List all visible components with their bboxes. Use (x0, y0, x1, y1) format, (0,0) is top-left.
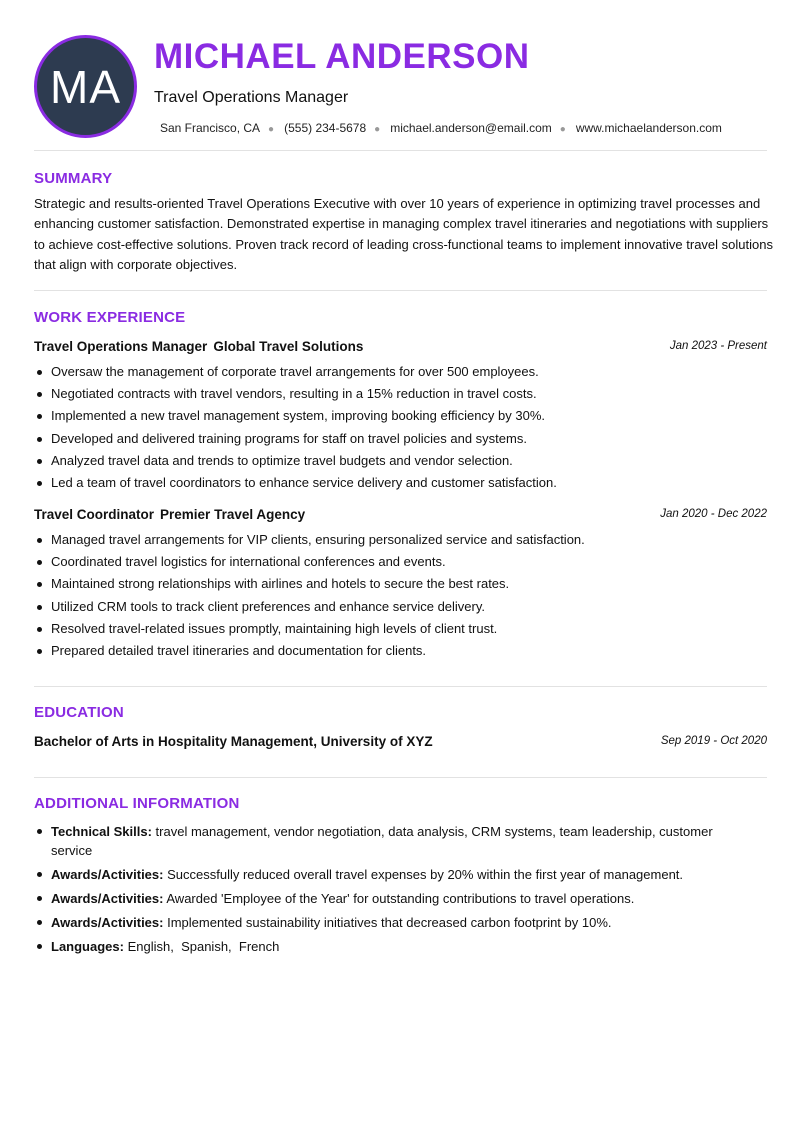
list-item (34, 822, 754, 860)
summary-text: Strategic and results-oriented Travel Operations Executive with over 10 years of experience in optimizing travel processes and enhancing customer satisfaction. Demonstrated expertise in managing complex travel itineraries and negotiations with suppliers to achieve cost-effective solutions. Proven track record of leading cross-functional teams to implement innovative travel solutions that align with corporate objectives. (34, 196, 773, 272)
education-entry (34, 733, 767, 751)
separator-dot-icon: ● (559, 124, 566, 135)
job-role: Travel Coordinator (34, 507, 155, 522)
job-bullets (34, 361, 754, 494)
list-item: Coordinated travel logistics for international conferences and events. (34, 551, 754, 573)
item-text: travel management, vendor negotiation, data analysis, CRM systems, team leadership, customer service (51, 824, 713, 858)
divider (34, 150, 767, 151)
divider (34, 290, 767, 291)
job-header (34, 506, 767, 524)
contact-email[interactable]: michael.anderson@email.com (390, 121, 552, 135)
list-item: Analyzed travel data and trends to optimize travel budgets and vendor selection. (34, 450, 754, 472)
education-heading: EDUCATION (34, 704, 124, 721)
list-item: Developed and delivered training programs for staff on travel policies and systems. (34, 428, 754, 450)
resume-header (0, 0, 800, 150)
item-text: Successfully reduced overall travel expenses by 20% within the first year of management. (167, 867, 684, 882)
list-item (34, 889, 754, 908)
list-item: Prepared detailed travel itineraries and documentation for clients. (34, 640, 754, 662)
summary-heading: SUMMARY (34, 170, 113, 187)
contact-location: San Francisco, CA (160, 121, 261, 135)
work-experience-heading: WORK EXPERIENCE (34, 309, 186, 326)
list-item: Negotiated contracts with travel vendors, resulting in a 15% reduction in travel costs. (34, 383, 754, 405)
candidate-name: MICHAEL ANDERSON (154, 37, 530, 76)
list-item: Oversaw the management of corporate travel arrangements for over 500 employees. (34, 361, 754, 383)
contact-website[interactable]: www.michaelanderson.com (575, 121, 722, 135)
job-dates: Jan 2020 - Dec 2022 (660, 508, 767, 520)
item-text: English, Spanish, French (127, 939, 280, 954)
list-item: Utilized CRM tools to track client preferences and enhance service delivery. (34, 596, 754, 618)
job-role: Travel Operations Manager (34, 339, 208, 354)
job-bullets (34, 529, 754, 662)
list-item: Implemented a new travel management system, improving booking efficiency by 30%. (34, 405, 754, 427)
item-label: Awards/Activities: (51, 867, 164, 882)
additional-info-heading: ADDITIONAL INFORMATION (34, 795, 240, 812)
item-text: Awarded 'Employee of the Year' for outstanding contributions to travel operations. (166, 891, 635, 906)
job-company: Premier Travel Agency (160, 507, 306, 522)
candidate-title: Travel Operations Manager (154, 89, 349, 106)
degree: Bachelor of Arts in Hospitality Management, University of XYZ (34, 734, 433, 749)
list-item (34, 937, 754, 956)
list-item: Managed travel arrangements for VIP clients, ensuring personalized service and satisfaction. (34, 529, 754, 551)
item-text: Implemented sustainability initiatives that decreased carbon footprint by 10%. (167, 915, 612, 930)
job-header (34, 338, 767, 356)
contact-phone: (555) 234-5678 (284, 121, 367, 135)
contact-info (160, 121, 722, 135)
separator-dot-icon: ● (374, 124, 381, 135)
list-item: Resolved travel-related issues promptly, maintaining high levels of client trust. (34, 618, 754, 640)
job-dates: Jan 2023 - Present (669, 340, 767, 352)
item-label: Languages: (51, 939, 124, 954)
item-label: Awards/Activities: (51, 891, 164, 906)
avatar-initials: MA (50, 60, 121, 113)
education-dates: Sep 2019 - Oct 2020 (660, 735, 767, 747)
avatar (34, 35, 137, 138)
separator-dot-icon: ● (268, 124, 275, 135)
additional-info-list (34, 822, 754, 961)
list-item (34, 913, 754, 932)
divider (34, 686, 767, 687)
divider (34, 777, 767, 778)
list-item (34, 865, 754, 884)
list-item: Led a team of travel coordinators to enhance service delivery and customer satisfaction. (34, 472, 754, 494)
item-label: Technical Skills: (51, 824, 152, 839)
list-item: Maintained strong relationships with airlines and hotels to secure the best rates. (34, 573, 754, 595)
job-company: Global Travel Solutions (213, 339, 364, 354)
item-label: Awards/Activities: (51, 915, 164, 930)
